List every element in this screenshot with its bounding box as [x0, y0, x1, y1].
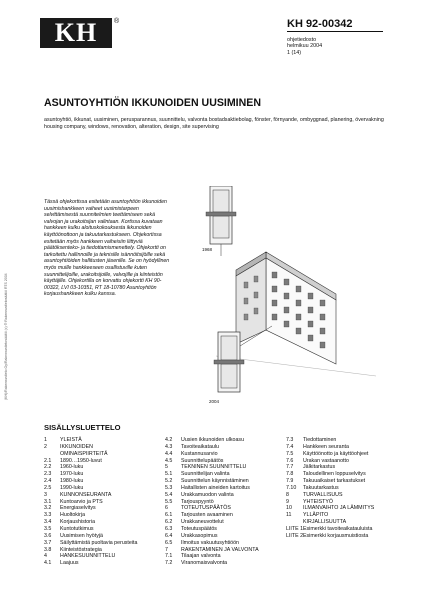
toc-entry	[44, 499, 137, 506]
window-old-icon	[206, 186, 236, 256]
toc-entry-title: 1960-luku	[60, 464, 84, 471]
toc-entry-title: 1990-luku	[60, 484, 84, 491]
toc-entry	[286, 471, 374, 478]
toc-entry-title: Kiinteistöstrategia	[60, 546, 102, 553]
toc-entry-number: 7.7	[286, 464, 294, 471]
toc-entry-number	[286, 519, 303, 526]
toc-entry	[286, 492, 374, 499]
meta-page: 1 (14)	[287, 49, 302, 56]
toc-entry-number: 3	[44, 491, 47, 498]
toc-entry-title: Ilmoitus vakuutusyhtiöön	[181, 539, 240, 546]
toc-entry-number: 6.5	[165, 539, 173, 546]
toc-entry-title: Haitallisten aineiden kartoitus	[181, 484, 250, 491]
toc-entry-title: Laajuus	[60, 560, 79, 567]
toc-entry-number: 4.3	[165, 443, 173, 450]
toc-entry-number: 6.2	[165, 519, 173, 526]
toc-entry	[44, 492, 137, 499]
toc-entry-title: YLEISTÄ	[60, 437, 82, 443]
toc-entry-title: YLLÄPITO	[303, 512, 329, 519]
toc-entry-title: TOTEUTUSPÄÄTÖS	[181, 505, 231, 512]
toc-entry-title: 1980-luku	[60, 478, 84, 485]
toc-entry-title: Jälkitarkastus	[303, 464, 336, 471]
toc-entry-number: 4.5	[165, 457, 173, 464]
toc-entry-number: 3.2	[44, 505, 52, 512]
toc-entry-title: Tilaajan valvonta	[181, 553, 221, 560]
toc-entry-number: 3.4	[44, 519, 52, 526]
toc-entry-number: 4	[44, 553, 47, 560]
toc-entry	[44, 485, 137, 492]
toc-entry-title: Tiedottaminen	[303, 437, 337, 443]
toc-entry-title: Säilyttämistä puoltavia perusteita	[60, 539, 138, 546]
toc-entry-number: 4.1	[44, 560, 52, 567]
toc-entry-number: 6	[165, 505, 168, 512]
toc-entry-number: 7.1	[165, 553, 173, 560]
toc-entry	[44, 547, 137, 554]
toc-entry-number: LIITE 2.	[286, 532, 305, 539]
window-year-new: 2004	[209, 399, 220, 404]
toc-entry	[44, 444, 137, 451]
toc-entry	[286, 437, 374, 444]
toc-entry	[44, 540, 137, 547]
toc-entry-number: 5.4	[165, 491, 173, 498]
building-illustration	[196, 186, 386, 406]
toc-entry-number: 3.6	[44, 532, 52, 539]
toc-entry-number	[44, 451, 60, 458]
toc-entry	[44, 553, 137, 560]
toc-entry	[165, 547, 259, 554]
toc-entry	[286, 526, 374, 533]
toc-entry	[165, 478, 259, 485]
toc-entry-title: Hankkeen seuranta	[303, 443, 349, 450]
toc-entry	[165, 444, 259, 451]
toc-entry-title: Taloudellinen loppuselvitys	[303, 471, 366, 478]
toc-entry-number: 5.2	[165, 478, 173, 485]
toc-entry-title: Käyttöönotto ja käyttöohjeet	[303, 450, 369, 457]
toc-entry-title: Takuuaikaiset tarkastukset	[303, 478, 366, 485]
toc-entry	[44, 471, 137, 478]
toc-entry-number: 6.3	[165, 525, 173, 532]
toc-entry-number: 5.1	[165, 471, 173, 478]
toc-entry-title: Uusien ikkunoiden ulkoasu	[181, 437, 245, 443]
meta-type: ohjetiedosto	[287, 37, 317, 43]
toc-entry	[286, 512, 374, 519]
toc-entry-number: 2.2	[44, 464, 52, 471]
toc-entry	[165, 533, 259, 540]
meta-date: helmikuu 2004	[287, 43, 323, 50]
toc-entry-title: Kustannusarvio	[181, 450, 218, 457]
toc-entry	[44, 526, 137, 533]
toc-entry-title: Huoltokirja	[60, 512, 86, 519]
toc-entry	[165, 492, 259, 499]
toc-entry-number: 7	[165, 546, 168, 553]
page-title: ASUNTOYHTIÖN IKKUNOIDEN UUSIMINEN	[44, 97, 261, 109]
toc-entry-title: Esimerkki tavoiteaikatauluista	[303, 525, 373, 532]
toc-entry	[165, 560, 259, 567]
toc-entry-title: Tarjousten avaaminen	[181, 512, 233, 519]
toc-entry-number: 2.3	[44, 471, 52, 478]
toc-entry-title: Urakan vastaanotto	[303, 457, 349, 464]
toc-entry-number: 5.5	[165, 498, 173, 505]
toc-entry-number: 6.1	[165, 512, 173, 519]
toc-entry-title: Energiaselvitys	[60, 505, 96, 512]
registered-mark: ®	[114, 18, 120, 25]
toc-entry	[286, 458, 374, 465]
toc-entry-number: 1	[44, 437, 47, 443]
toc-entry-number: 3.8	[44, 546, 52, 553]
toc-column-1	[44, 437, 137, 567]
toc-entry	[286, 464, 374, 471]
toc-entry	[286, 451, 374, 458]
toc-title: SISÄLLYSLUETTELO	[44, 423, 121, 432]
toc-entry	[44, 533, 137, 540]
toc-entry-title: Toteutuspäätös	[181, 525, 217, 532]
toc-entry-title: Suunnittelijan valinta	[181, 471, 230, 478]
toc-entry-title: Tarjouspyyntö	[181, 498, 214, 505]
toc-entry	[165, 471, 259, 478]
toc-entry	[165, 485, 259, 492]
toc-entry-title: RAKENTAMINEN JA VALVONTA	[181, 546, 259, 553]
toc-entry	[44, 478, 137, 485]
toc-entry-number: 3.5	[44, 525, 52, 532]
toc-entry-number: 3.1	[44, 498, 52, 505]
toc-entry-number: 2.1	[44, 457, 52, 464]
toc-entry-number: LIITE 1.	[286, 525, 305, 532]
toc-entry	[165, 458, 259, 465]
toc-entry-number: 9	[286, 498, 289, 505]
toc-entry-number: 10	[286, 505, 292, 512]
toc-entry-number: 6.4	[165, 532, 173, 539]
toc-entry-title: ILMANVAIHTO JA LÄMMITYS	[303, 505, 375, 512]
toc-entry	[44, 512, 137, 519]
toc-entry	[286, 519, 374, 526]
toc-entry-title: Urakkasopimus	[181, 532, 218, 539]
toc-entry-title: Esimerkki korjausmuistiosta	[303, 532, 369, 539]
toc-entry-title: Takuutarkastus	[303, 484, 339, 491]
toc-entry-number: 7.2	[165, 560, 173, 567]
toc-entry-number: 11	[286, 512, 292, 519]
toc-entry-title: Uusimisen hyötyjä	[60, 532, 103, 539]
toc-entry	[165, 519, 259, 526]
copyright-side-text: (KH)/Rakennustieto Oy/Rakennustietosäätiö (c) ® Rakennustietosäätiö RTS 2004	[4, 273, 8, 400]
toc-entry-number: 7.4	[286, 443, 294, 450]
toc-entry	[165, 437, 259, 444]
toc-entry-title: Kuntotutkimus	[60, 525, 94, 532]
toc-entry-title: TURVALLISUUS	[303, 491, 343, 498]
toc-entry-number: 4.4	[165, 450, 173, 457]
document-meta	[287, 37, 322, 56]
toc-entry	[286, 533, 374, 540]
toc-entry-number: 5.3	[165, 484, 173, 491]
toc-entry-number: 2	[44, 443, 47, 450]
toc-entry	[44, 458, 137, 465]
toc-entry	[286, 485, 374, 492]
toc-entry-number: 7.10	[286, 484, 297, 491]
toc-entry	[286, 478, 374, 485]
toc-entry	[165, 464, 259, 471]
toc-entry-title: KIRJALLISUUTTA	[303, 519, 347, 526]
toc-entry-title: IKKUNOIDEN	[60, 443, 93, 450]
header-rule	[287, 31, 383, 32]
toc-entry	[165, 512, 259, 519]
toc-entry-title: Korjaushistoria	[60, 519, 96, 526]
toc-entry	[44, 519, 137, 526]
toc-entry	[165, 451, 259, 458]
intro-text: Tässä ohjekortissa esitetään asuntoyhtiön ikkunoiden uusimishankkeen vaiheet uusimistarpeen selvittämisestä suunnitelmien teettämiseen sekä valvojan ja urakoitsijan valintaan. Kortissa kuvataan hankkeen kulku aloituskokouksesta ikkunoiden käyttöönottoon ja takuutarkastukseen. Ohjekortissa esitetään myös hankkeen vaiheisiin liittyviä päätöksenteko- ja tiedottamismenettely. Ohjekortti on tarkoitettu hallinnoille ja teknisille isännöitsijöille sekä asuntoyhtiöiden hallitusten jäsenille. Se on hyödyllinen myös muille hankkeeseen osallistuville kuten suunnittelijoille, urakoitsijoille, valvojille ja kiinteistön käyttäjille. Ohjekortilla on korvattu ohjekortti KH 90-00322, LVI 03-10351, RT 18-10780 Asuntoyhtiön korjaushankkeen kulku kanssa.	[44, 199, 170, 298]
toc-entry-title: Kuntoarvio ja PTS	[60, 498, 103, 505]
toc-entry-number: 7.9	[286, 478, 294, 485]
toc-entry	[44, 464, 137, 471]
toc-entry-number: 8	[286, 491, 289, 498]
keywords: asuntoyhtiö, ikkunat, uusiminen, perusparannus, suunnittelu, valvonta bostadsaktiebolag, fönster, förnyande, ombyggnad, planering, övervakning housing company, windows, renovation, alteration, design, site supervising	[44, 117, 384, 130]
toc-entry-title: Suunnittelupäätös	[181, 457, 224, 464]
toc-entry-title: YHTEISTYÖ	[303, 498, 334, 505]
toc-entry	[286, 505, 374, 512]
toc-entry-title: 1970-luku	[60, 471, 84, 478]
toc-entry	[165, 526, 259, 533]
toc-entry-number: 3.3	[44, 512, 52, 519]
toc-entry-number: 5	[165, 464, 168, 471]
toc-entry-title: Urakkamuodon valinta	[181, 491, 234, 498]
toc-entry-number: 4.2	[165, 437, 173, 443]
toc-entry-title: HANKESUUNNITTELU	[60, 553, 116, 560]
toc-entry-number: 7.8	[286, 471, 294, 478]
toc-entry-title: KUNNONSEURANTA	[60, 491, 112, 498]
toc-entry	[44, 437, 137, 444]
toc-entry-title: Urakkaneuvottelut	[181, 519, 224, 526]
toc-entry-title: 1890…1950-luvut	[60, 457, 102, 464]
toc-entry-number: 7.6	[286, 457, 294, 464]
toc-entry-title: Tavoiteaikataulu	[181, 443, 219, 450]
toc-column-3	[286, 437, 374, 540]
toc-entry-number: 3.7	[44, 539, 52, 546]
toc-entry-title: TEKNINEN SUUNNITTELU	[181, 464, 247, 471]
kh-logo: KH	[40, 18, 112, 48]
toc-entry-number: 7.5	[286, 450, 294, 457]
toc-entry	[286, 444, 374, 451]
toc-entry	[44, 451, 137, 458]
toc-entry	[165, 540, 259, 547]
toc-entry-title: Suunnittelun käynnistäminen	[181, 478, 249, 485]
document-code: KH 92-00342	[287, 18, 353, 30]
toc-entry-title: Viranomaisvalvonta	[181, 560, 228, 567]
toc-entry-number: 2.5	[44, 484, 52, 491]
toc-entry-number: 7.3	[286, 437, 294, 443]
window-year-old: 1968	[202, 247, 213, 252]
toc-entry-title: OMINAISPIIRTEITÄ	[60, 450, 108, 457]
toc-entry-number: 2.4	[44, 478, 52, 485]
toc-entry	[44, 560, 137, 567]
toc-column-2	[165, 437, 259, 567]
toc-entry	[165, 553, 259, 560]
toc-entry	[165, 505, 259, 512]
toc-entry	[44, 505, 137, 512]
